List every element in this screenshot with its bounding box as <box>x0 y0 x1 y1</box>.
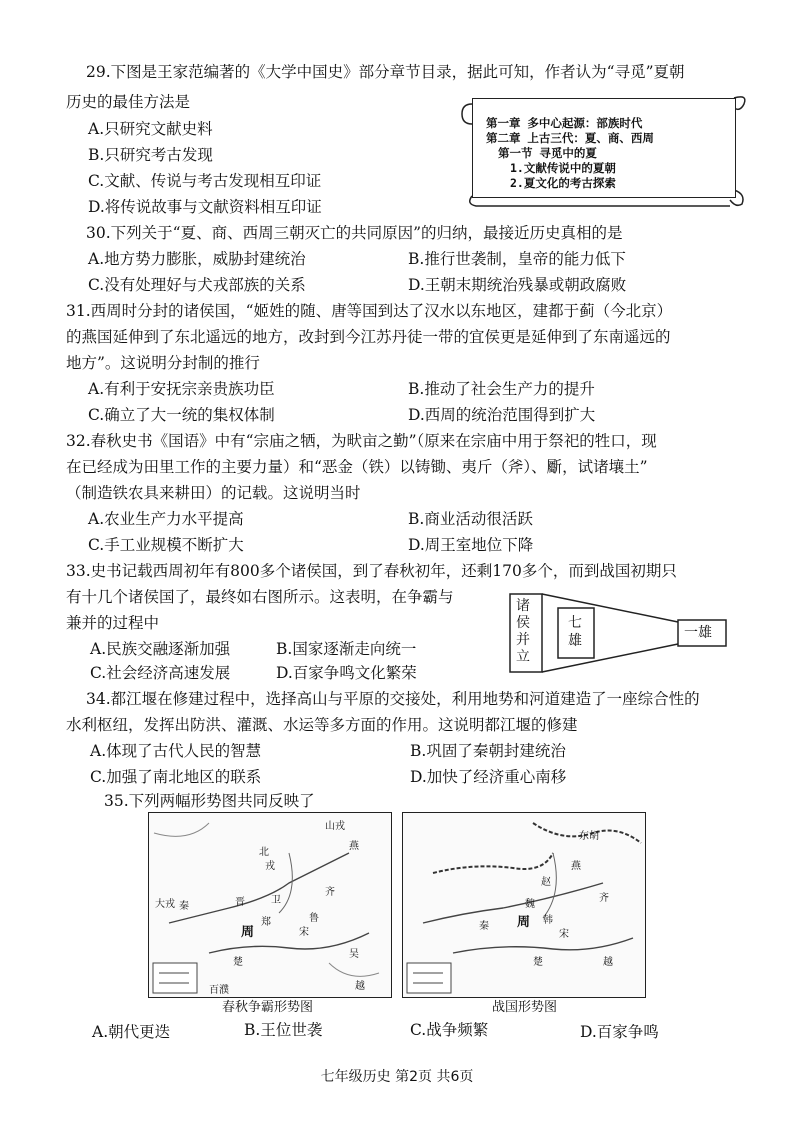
toc-text <box>486 116 654 191</box>
q30-stem: 30.下列关于“夏、商、西周三朝灭亡的共同原因”的归纳，最接近历史真相的是 <box>86 224 623 242</box>
map1-caption: 春秋争霸形势图 <box>222 1000 314 1015</box>
funnel-left-label: 诸侯并立 <box>516 598 530 665</box>
map2-label-han: 韩 <box>543 915 553 926</box>
q33-option-d: D.百家争鸣文化繁荣 <box>276 664 417 682</box>
q29-toc-scroll <box>458 90 748 210</box>
map1-label-zhou: 周 <box>241 925 255 940</box>
q32-option-c: C.手工业规模不断扩大 <box>88 536 244 554</box>
toc-line-5: 2.夏文化的考古探索 <box>510 176 616 190</box>
map1-label-yan: 燕 <box>349 841 359 852</box>
toc-line-4: 1.文献传说中的夏朝 <box>510 161 616 175</box>
q31-stem-line1: 31.西周时分封的诸侯国，“姬姓的随、唐等国到达了汉水以东地区，建都于蓟（今北京） <box>66 302 673 320</box>
funnel-middle-label: 七雄 <box>568 615 582 649</box>
page-footer: 七年级历史 第2页 共6页 <box>320 1069 474 1085</box>
map1-label-rong: 戎 <box>265 861 275 872</box>
q34-stem-line1: 34.都江堰在修建过程中，选择高山与平原的交接处，利用地势和河道建造了一座综合性的 <box>86 690 700 708</box>
q33-funnel-diagram <box>508 592 730 676</box>
warring-states-map <box>402 812 646 998</box>
q31-option-b: B.推动了社会生产力的提升 <box>408 380 595 398</box>
q31-option-c: C.确立了大一统的集权体制 <box>88 406 275 424</box>
q35-option-b: B.王位世袭 <box>244 1021 323 1039</box>
q33-stem-line2: 有十几个诸侯国了，最终如右图所示。这表明，在争霸与 <box>66 588 454 606</box>
q33-stem-line1: 33.史书记载西周初年有800多个诸侯国，到了春秋初年，还剩170多个，而到战国初期只 <box>66 562 677 580</box>
map2-label-yue: 越 <box>603 957 613 968</box>
q35-option-d: D.百家争鸣 <box>580 1023 659 1041</box>
q33-option-c: C.社会经济高速发展 <box>90 664 231 682</box>
q30-option-d: D.王朝末期统治残暴或朝政腐败 <box>408 276 627 294</box>
q34-option-a: A.体现了古代人民的智慧 <box>90 742 262 760</box>
funnel-right-label: 一雄 <box>684 625 712 641</box>
q29-stem-line2: 历史的最佳方法是 <box>66 93 191 111</box>
q32-stem-line3: （制造铁农具来耕田）的记载。这说明当时 <box>66 484 361 502</box>
map1-label-wei: 卫 <box>271 895 281 906</box>
map1-label-darong: 大戎 <box>155 899 175 910</box>
q34-stem-line2: 水利枢纽，发挥出防洪、灌溉、水运等多方面的作用。这说明都江堰的修建 <box>66 716 578 734</box>
q34-option-b: B.巩固了秦朝封建统治 <box>410 742 566 760</box>
map1-label-baipu: 百濮 <box>209 985 229 996</box>
q33-option-b: B.国家逐渐走向统一 <box>276 640 417 658</box>
q29-stem-line1: 29.下图是王家范编著的《大学中国史》部分章节目录，据此可知，作者认为“寻觅”夏朝 <box>86 63 685 81</box>
q32-option-a: A.农业生产力水平提高 <box>88 510 244 528</box>
map1-label-zheng: 郑 <box>261 917 271 928</box>
map1-label-chu: 楚 <box>233 957 243 968</box>
q30-option-c: C.没有处理好与犬戎部族的关系 <box>88 276 306 294</box>
q29-option-c: C.文献、传说与考古发现相互印证 <box>88 172 322 190</box>
toc-line-1: 第一章 多中心起源：部族时代 <box>486 116 643 130</box>
map2-label-chu: 楚 <box>533 957 543 968</box>
map2-caption: 战国形势图 <box>492 1000 558 1015</box>
map2-label-donghu: 东胡 <box>579 831 599 842</box>
map2-label-yan: 燕 <box>571 861 581 872</box>
map2-label-zhou: 周 <box>517 915 531 930</box>
map1-label-song: 宋 <box>299 927 309 938</box>
q35-option-c: C.战争频繁 <box>410 1021 489 1039</box>
q34-option-c: C.加强了南北地区的联系 <box>90 768 262 786</box>
map2-label-qin: 秦 <box>479 921 489 932</box>
q29-option-a: A.只研究文献史料 <box>88 120 213 138</box>
q31-stem-line3: 地方”。这说明分封制的推行 <box>66 354 260 372</box>
q30-option-a: A.地方势力膨胀，威胁封建统治 <box>88 250 306 268</box>
map1-label-bei: 北 <box>259 847 269 858</box>
map1-label-shanrong: 山戎 <box>325 821 345 832</box>
map1-label-yue: 越 <box>355 981 365 992</box>
q35-stem: 35.下列两幅形势图共同反映了 <box>104 792 315 810</box>
map1-label-qi: 齐 <box>325 887 335 898</box>
map2-terrain-icon <box>403 813 645 997</box>
q29-option-d: D.将传说故事与文献资料相互印证 <box>88 198 322 216</box>
q31-option-a: A.有利于安抚宗亲贵族功臣 <box>88 380 275 398</box>
q33-option-a: A.民族交融逐渐加强 <box>90 640 231 658</box>
q32-stem-line2: 在已经成为田里工作的主要力量）和“恶金（铁）以铸锄、夷斤（斧）、斸，试诸壤土” <box>66 458 648 476</box>
spring-autumn-map <box>148 812 392 998</box>
map2-label-qi: 齐 <box>599 893 609 904</box>
toc-line-3: 第一节 寻觅中的夏 <box>498 146 597 160</box>
q31-option-d: D.西周的统治范围得到扩大 <box>408 406 596 424</box>
map2-label-wei: 魏 <box>525 899 535 910</box>
q29-option-b: B.只研究考古发现 <box>88 146 213 164</box>
q35-option-a: A.朝代更迭 <box>92 1023 171 1041</box>
q33-stem-line3: 兼并的过程中 <box>66 614 160 632</box>
map1-label-jin: 晋 <box>235 897 245 908</box>
q32-option-b: B.商业活动很活跃 <box>408 510 533 528</box>
map1-label-lu: 鲁 <box>309 913 319 924</box>
map1-label-wu: 吴 <box>349 949 359 960</box>
toc-line-2: 第二章 上古三代：夏、商、西周 <box>486 131 654 145</box>
q30-option-b: B.推行世袭制，皇帝的能力低下 <box>408 250 626 268</box>
q34-option-d: D.加快了经济重心南移 <box>410 768 567 786</box>
map2-label-song: 宋 <box>559 929 569 940</box>
map1-label-qin: 秦 <box>179 901 189 912</box>
map2-label-zhao: 赵 <box>541 877 551 888</box>
q31-stem-line2: 的燕国延伸到了东北遥远的地方，改封到今江苏丹徒一带的宜侯更是延伸到了东南遥远的 <box>66 328 671 346</box>
q32-option-d: D.周王室地位下降 <box>408 536 534 554</box>
q32-stem-line1: 32.春秋史书《国语》中有“宗庙之牺，为畎亩之勤”（原来在宗庙中用于祭祀的牲口，现 <box>66 432 657 450</box>
